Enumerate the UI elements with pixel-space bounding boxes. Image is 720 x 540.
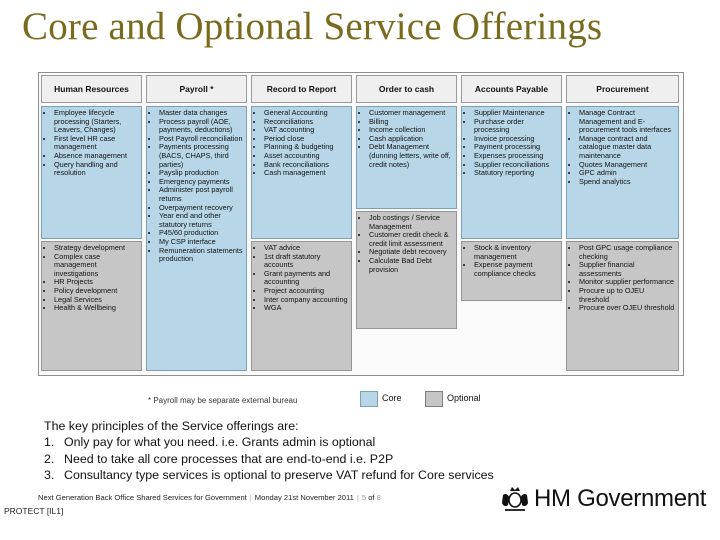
service-item: • Emergency payments xyxy=(159,178,244,187)
principle-item xyxy=(44,451,704,467)
optional-services-cell xyxy=(41,241,142,371)
service-item: • Planning & budgeting xyxy=(264,143,349,152)
footer-page-total: 8 xyxy=(376,493,381,502)
service-item: • Project accounting xyxy=(264,287,349,296)
core-services-cell xyxy=(566,106,679,239)
service-item: • 1st draft statutory accounts xyxy=(264,253,349,270)
footer-page-number: 5 xyxy=(361,493,367,502)
footer-page-of: of xyxy=(368,493,375,502)
principle-number: 1. xyxy=(44,435,55,450)
footer-separator: | xyxy=(356,493,359,502)
service-item: • VAT advice xyxy=(264,244,349,253)
core-services-cell xyxy=(251,106,352,239)
service-item: • Spend analytics xyxy=(579,178,676,187)
service-item: • WGA xyxy=(264,304,349,313)
service-item: • Policy development xyxy=(54,287,139,296)
optional-services-cell xyxy=(461,241,562,301)
service-item: • Reconciliations xyxy=(264,118,349,127)
column-payroll xyxy=(146,73,247,375)
service-item: • Overpayment recovery xyxy=(159,204,244,213)
legend-optional-label: Optional xyxy=(447,393,481,403)
optional-services-cell xyxy=(251,241,352,371)
column-header: Accounts Payable xyxy=(461,75,562,103)
service-item: • Absence management xyxy=(54,152,139,161)
principle-text: Consultancy type services is optional to preserve VAT refund for Core services xyxy=(64,468,494,483)
optional-services-cell xyxy=(356,211,457,329)
service-item: • Query handling and resolution xyxy=(54,161,139,178)
service-item: • Job costings / Service Management xyxy=(369,214,454,231)
core-services-cell xyxy=(41,106,142,239)
footer-date: Monday 21st November 2011 xyxy=(254,493,354,502)
service-item: • Payment processing xyxy=(474,143,559,152)
service-item: • Expense payment compliance checks xyxy=(474,261,559,278)
service-item: • Master data changes xyxy=(159,109,244,118)
service-item: • Supplier Maintenance xyxy=(474,109,559,118)
service-item: • Period close xyxy=(264,135,349,144)
service-item: • Manage Contract Management and E-procurement tools interfaces xyxy=(579,109,676,135)
service-item: • Billing xyxy=(369,118,454,127)
service-item: • Customer management xyxy=(369,109,454,118)
core-services-cell xyxy=(461,106,562,239)
service-item: • Supplier financial assessments xyxy=(579,261,676,278)
service-item: • Employee lifecycle processing (Starters, Leavers, Changes) xyxy=(54,109,139,135)
service-item: • Payments processing (BACS, CHAPS, third parties) xyxy=(159,143,244,169)
column-header: Record to Report xyxy=(251,75,352,103)
column-procurement xyxy=(566,73,679,375)
legend-optional-swatch xyxy=(425,391,443,407)
service-item: • Income collection xyxy=(369,126,454,135)
service-item: • Procure up to OJEU threshold xyxy=(579,287,676,304)
service-item: • Calculate Bad Debt provision xyxy=(369,257,454,274)
service-item: • Legal Services xyxy=(54,296,139,305)
principle-text: Only pay for what you need. i.e. Grants admin is optional xyxy=(64,435,376,450)
footer-program: Next Generation Back Office Shared Services for Government xyxy=(38,493,247,502)
column-header: Procurement xyxy=(566,75,679,103)
service-item: • First level HR case management xyxy=(54,135,139,152)
column-record-to-report xyxy=(251,73,352,375)
legend-core-swatch xyxy=(360,391,378,407)
logo-text: HM Government xyxy=(534,485,707,512)
column-order-to-cash xyxy=(356,73,457,375)
service-item: • Post GPC usage compliance checking xyxy=(579,244,676,261)
legend-core-label: Core xyxy=(382,393,402,403)
service-item: • Supplier reconciliations xyxy=(474,161,559,170)
service-item: • Debt Management (dunning letters, write off, credit notes) xyxy=(369,143,454,169)
service-item: • Strategy development xyxy=(54,244,139,253)
service-item: • Monitor supplier performance xyxy=(579,278,676,287)
service-item: • Inter company accounting xyxy=(264,296,349,305)
column-header: Payroll * xyxy=(146,75,247,103)
service-item: • Stock & inventory management xyxy=(474,244,559,261)
page-title: Core and Optional Service Offerings xyxy=(22,5,603,48)
service-item: • Grant payments and accounting xyxy=(264,270,349,287)
service-item: • Bank reconciliations xyxy=(264,161,349,170)
service-item: • Remuneration statements production xyxy=(159,247,244,264)
principle-number: 2. xyxy=(44,451,55,466)
principle-item xyxy=(44,434,704,450)
column-header: Human Resources xyxy=(41,75,142,103)
service-item: • Procure over OJEU threshold xyxy=(579,304,676,313)
service-item: • General Accounting xyxy=(264,109,349,118)
service-offerings-grid xyxy=(38,72,684,376)
service-item: • Negotiate debt recovery xyxy=(369,248,454,257)
service-item: • VAT accounting xyxy=(264,126,349,135)
service-item: • Expenses processing xyxy=(474,152,559,161)
service-item: • Statutory reporting xyxy=(474,169,559,178)
service-item: • Manage contract and catalogue master data maintenance xyxy=(579,135,676,161)
service-item: • Health & Wellbeing xyxy=(54,304,139,313)
service-item: • Payslip production xyxy=(159,169,244,178)
core-services-cell xyxy=(146,106,247,371)
service-item: • Administer post payroll returns xyxy=(159,186,244,203)
service-item: • My CSP interface xyxy=(159,238,244,247)
service-item: • Cash management xyxy=(264,169,349,178)
service-item: • Post Payroll reconciliation xyxy=(159,135,244,144)
column-accounts-payable xyxy=(461,73,562,375)
payroll-footnote: * Payroll may be separate external bureau xyxy=(148,396,298,405)
service-item: • Asset accounting xyxy=(264,152,349,161)
slide-footer xyxy=(38,493,381,502)
column-header: Order to cash xyxy=(356,75,457,103)
service-item: • Purchase order processing xyxy=(474,118,559,135)
service-item: • Customer credit check & credit limit assessment xyxy=(369,231,454,248)
key-principles xyxy=(44,418,704,484)
principle-number: 3. xyxy=(44,468,55,483)
service-item: • GPC admin xyxy=(579,169,676,178)
core-services-cell xyxy=(356,106,457,209)
service-item: • P45/60 production xyxy=(159,229,244,238)
optional-services-cell xyxy=(566,241,679,371)
protective-marking: PROTECT [IL1] xyxy=(4,506,64,516)
principle-item xyxy=(44,467,704,483)
principle-text: Need to take all core processes that are end-to-end i.e. P2P xyxy=(64,451,394,466)
service-item: • HR Projects xyxy=(54,278,139,287)
service-item: • Quotes Management xyxy=(579,161,676,170)
service-item: • Year end and other statutory returns xyxy=(159,212,244,229)
principles-intro: The key principles of the Service offerings are: xyxy=(44,419,299,433)
service-item: • Cash application xyxy=(369,135,454,144)
service-item: • Invoice processing xyxy=(474,135,559,144)
hm-government-logo xyxy=(500,484,706,514)
service-item: • Complex case management investigations xyxy=(54,253,139,279)
footer-separator: | xyxy=(249,493,252,502)
royal-crest-icon xyxy=(500,485,530,513)
column-human-resources xyxy=(41,73,142,375)
service-item: • Process payroll (AOE, payments, deductions) xyxy=(159,118,244,135)
